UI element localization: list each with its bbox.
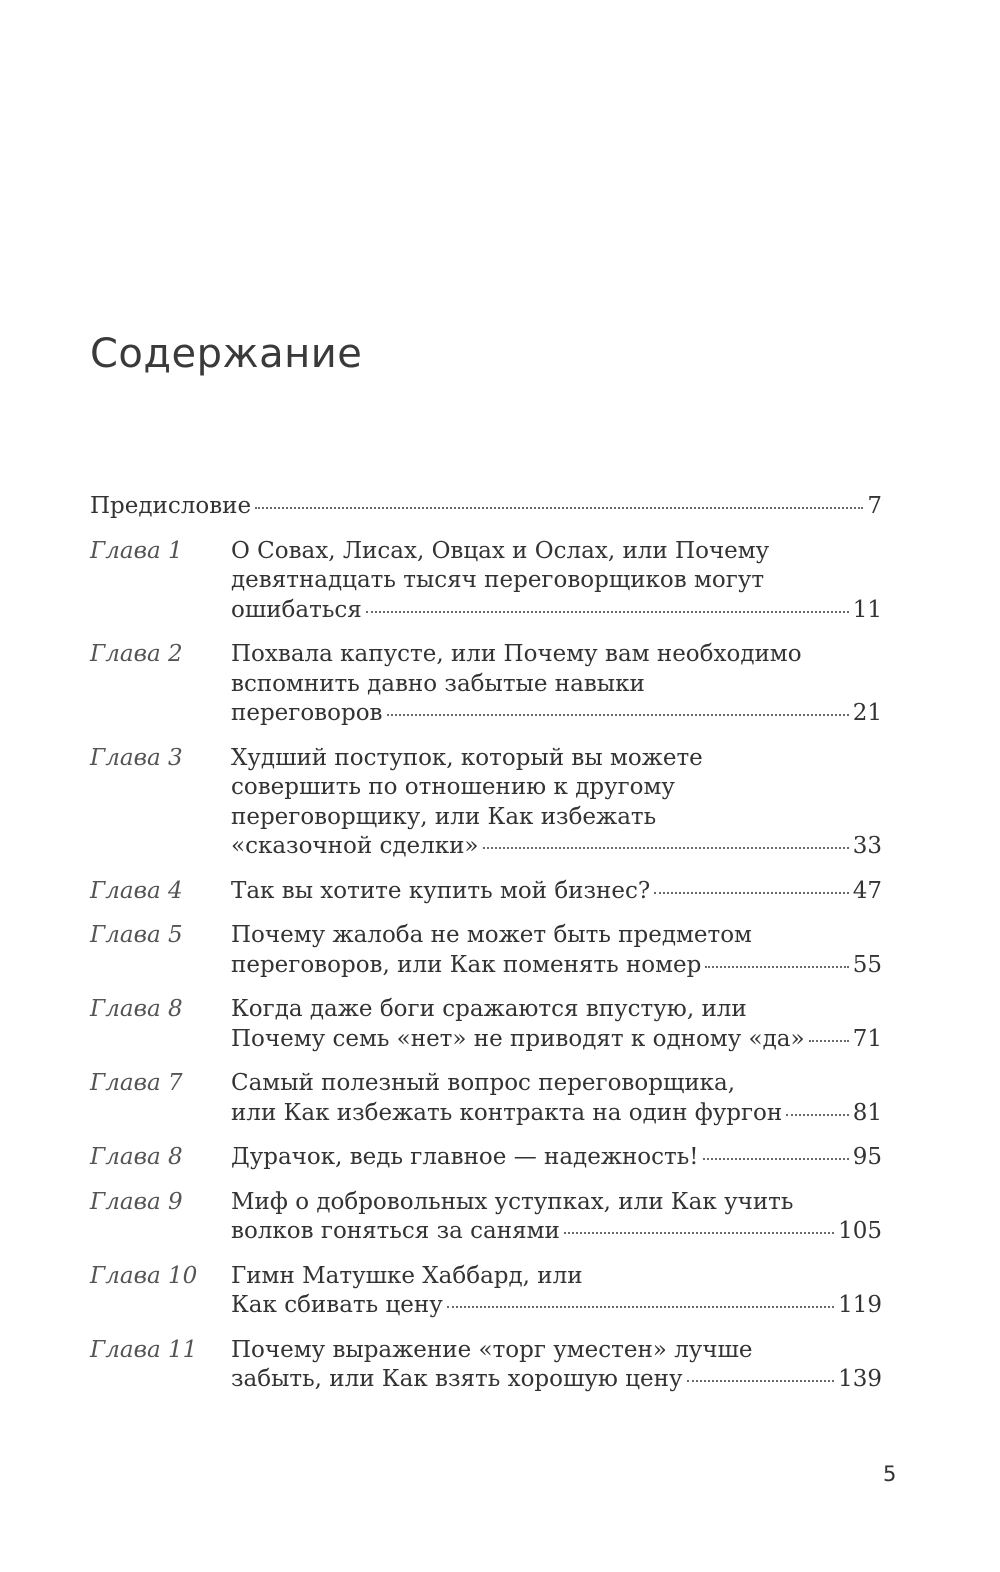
chapter-label: Глава 1 <box>90 537 183 564</box>
toc-entry[interactable] <box>90 1069 882 1128</box>
entry-final-line <box>231 1365 882 1395</box>
page-ref: 47 <box>852 877 882 904</box>
toc-entry[interactable] <box>90 492 882 522</box>
entry-final-line <box>231 877 882 907</box>
entry-final-line <box>231 1025 882 1055</box>
chapter-label: Глава 11 <box>90 1336 198 1363</box>
entry-title-line: совершить по отношению к другому <box>231 774 675 800</box>
entry-title-line: Самый полезный вопрос переговорщика, <box>231 1070 736 1096</box>
entry-title-line: Когда даже боги сражаются впустую, или <box>231 996 747 1022</box>
entry-title-text: переговоров <box>231 700 383 726</box>
entry-title <box>231 1188 882 1247</box>
table-of-contents <box>90 492 882 1410</box>
chapter-label: Глава 3 <box>90 744 183 771</box>
chapter-label: Глава 10 <box>90 1262 198 1289</box>
toc-entry[interactable] <box>90 877 882 907</box>
entry-title-line: Почему жалоба не может быть предметом <box>231 922 752 948</box>
page-ref: 139 <box>838 1366 882 1392</box>
entry-final-line <box>231 1099 882 1129</box>
entry-title <box>231 1336 882 1395</box>
page-number: 5 <box>883 1462 897 1486</box>
entry-final-line <box>231 832 882 862</box>
toc-entry[interactable] <box>90 1262 882 1321</box>
entry-title-line: Гимн Матушке Хаббард, или <box>231 1262 583 1289</box>
entry-title-line: Почему выражение «торг уместен» лучше <box>231 1336 753 1363</box>
chapter-label: Глава 8 <box>90 996 183 1022</box>
dot-leader <box>705 966 848 968</box>
page-ref: 7 <box>867 493 882 519</box>
page-ref: 95 <box>852 1144 882 1170</box>
toc-entry[interactable] <box>90 537 882 626</box>
toc-entry[interactable] <box>90 995 882 1054</box>
entry-title <box>231 1262 882 1321</box>
dot-leader <box>654 892 849 894</box>
page-ref: 105 <box>838 1218 882 1244</box>
entry-title <box>231 921 882 980</box>
chapter-label: Глава 9 <box>90 1188 183 1215</box>
page-ref: 33 <box>852 833 882 859</box>
dot-leader <box>786 1114 849 1116</box>
entry-title <box>231 537 882 626</box>
dot-leader <box>387 714 849 716</box>
chapter-label: Глава 5 <box>90 922 183 948</box>
chapter-label: Глава 4 <box>90 877 183 904</box>
toc-entry[interactable] <box>90 640 882 729</box>
entry-title <box>231 995 882 1054</box>
entry-title-line: девятнадцать тысяч переговорщиков могут <box>231 567 765 593</box>
page-ref: 119 <box>838 1292 882 1318</box>
entry-final-line <box>231 596 882 626</box>
chapter-label: Глава 8 <box>90 1144 183 1170</box>
toc-entry[interactable] <box>90 1143 882 1173</box>
entry-title-text: Почему семь «нет» не приводят к одному «да» <box>231 1025 805 1052</box>
entry-title <box>231 640 882 729</box>
dot-leader <box>703 1158 849 1160</box>
entry-title-text: Дурачок, ведь главное — надежность! <box>231 1144 699 1170</box>
entry-title <box>231 1069 882 1128</box>
dot-leader <box>366 611 849 613</box>
page-ref: 81 <box>852 1099 882 1126</box>
entry-title-line: Похвала капусте, или Почему вам необходимо <box>231 641 802 667</box>
entry-title-line: Миф о добровольных уступках, или Как учить <box>231 1188 794 1215</box>
entry-final-line <box>231 951 882 981</box>
entry-title-text: «сказочной сделки» <box>231 833 479 859</box>
page-title: Содержание <box>90 331 363 377</box>
toc-entry[interactable] <box>90 921 882 980</box>
entry-title-line: Худший поступок, который вы можете <box>231 744 703 771</box>
entry-title-text: забыть, или Как взять хорошую цену <box>231 1366 683 1392</box>
entry-title <box>231 877 882 907</box>
entry-title-text: или Как избежать контракта на один фургон <box>231 1099 783 1126</box>
dot-leader <box>564 1232 834 1234</box>
entry-final-line <box>231 1291 882 1321</box>
chapter-label: Глава 2 <box>90 641 183 667</box>
chapter-label: Глава 7 <box>90 1070 183 1096</box>
toc-entry[interactable] <box>90 1188 882 1247</box>
dot-leader <box>809 1040 849 1042</box>
dot-leader <box>483 847 849 849</box>
entry-final-line <box>231 1143 882 1173</box>
entry-title <box>231 1143 882 1173</box>
entry-title <box>90 492 882 522</box>
dot-leader <box>255 507 863 509</box>
toc-entry[interactable] <box>90 744 882 862</box>
entry-title-line: О Совах, Лисах, Овцах и Ослах, или Почему <box>231 537 770 564</box>
entry-final-line <box>231 1217 882 1247</box>
page-ref: 71 <box>852 1025 882 1052</box>
entry-title-line: вспомнить давно забытые навыки <box>231 670 645 697</box>
entry-title-line: переговорщику, или Как избежать <box>231 803 657 830</box>
dot-leader <box>447 1306 834 1308</box>
entry-title-text: переговоров, или Как поменять номер <box>231 951 702 978</box>
page-ref: 55 <box>852 951 882 978</box>
entry-final-line <box>90 492 882 522</box>
entry-title-text: Как сбивать цену <box>231 1292 443 1318</box>
entry-final-line <box>231 699 882 729</box>
entry-title-text: ошибаться <box>231 596 362 623</box>
entry-title-text: Предисловие <box>90 493 252 519</box>
dot-leader <box>687 1380 835 1382</box>
entry-title <box>231 744 882 862</box>
entry-title-text: волков гоняться за санями <box>231 1218 560 1244</box>
page-ref: 11 <box>852 596 882 623</box>
page-ref: 21 <box>852 700 882 726</box>
toc-entry[interactable] <box>90 1336 882 1395</box>
entry-title-text: Так вы хотите купить мой бизнес? <box>231 877 651 904</box>
